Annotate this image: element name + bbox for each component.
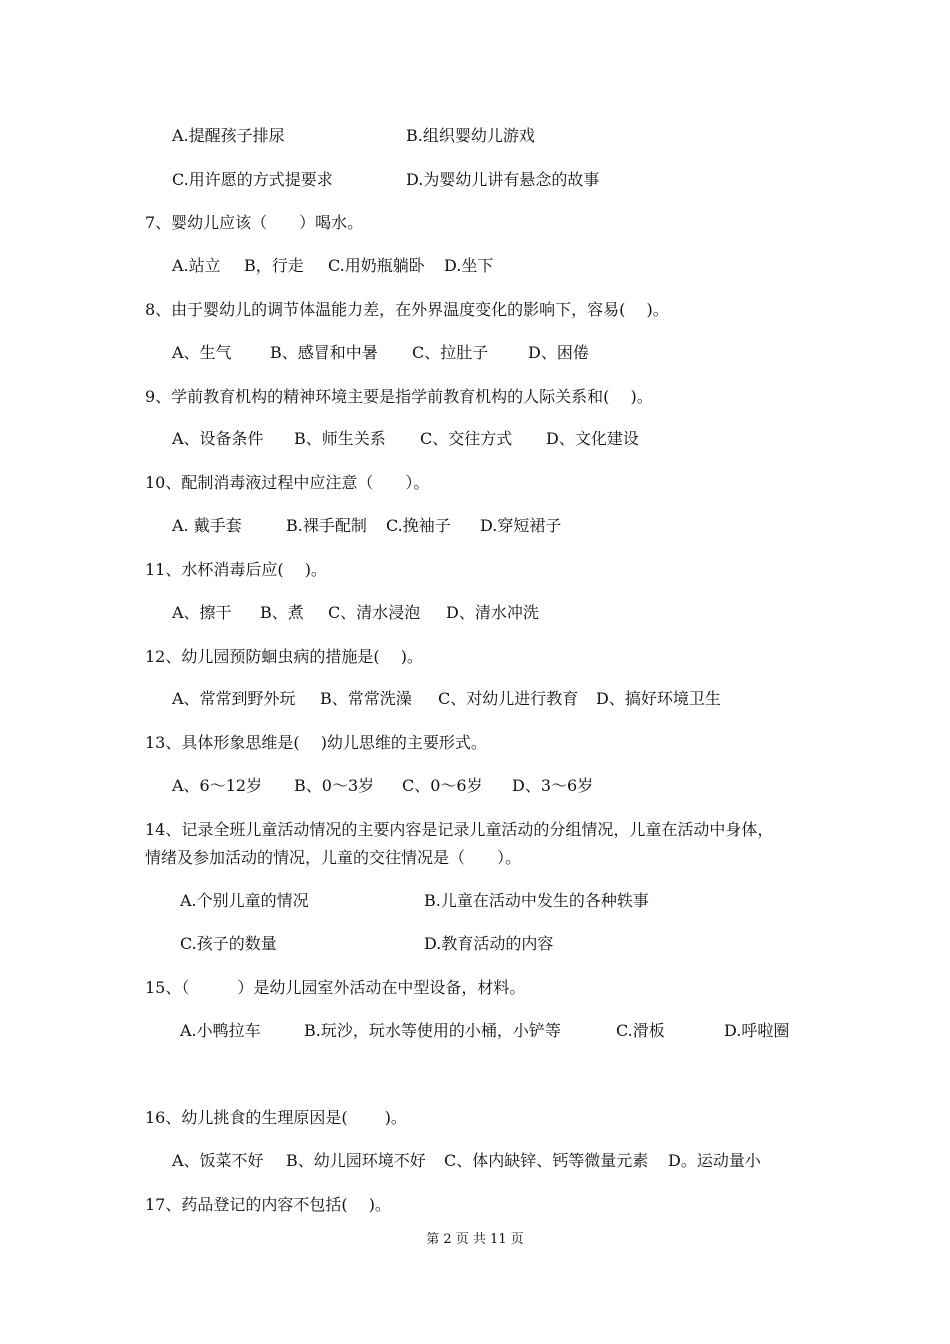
question-text: 8、由于婴幼儿的调节体温能力差，在外界温度变化的影响下，容易( )。 [145, 300, 669, 319]
question-text: 15、（ ）是幼儿园室外活动在中型设备，材料。 [145, 978, 526, 997]
answer-option: C、拉肚子 [412, 343, 489, 362]
answer-option: A、6～12岁 [172, 776, 263, 795]
answer-option: B、幼儿园环境不好 [286, 1151, 426, 1170]
question-text: 13、具体形象思维是( )幼儿思维的主要形式。 [145, 733, 487, 752]
answer-option: D.为婴幼儿讲有悬念的故事 [406, 170, 600, 189]
answer-option: C、对幼儿进行教育 [438, 689, 579, 708]
answer-option: D、文化建设 [546, 429, 639, 448]
answer-option: C、交往方式 [420, 429, 513, 448]
question-text: 17、药品登记的内容不包括( )。 [145, 1195, 391, 1214]
answer-option: D、清水冲洗 [446, 603, 539, 622]
answer-option: D.坐下 [444, 256, 494, 275]
answer-option: A、饭菜不好 [172, 1151, 264, 1170]
answer-option: A、常常到野外玩 [172, 689, 296, 708]
answer-option: B.儿童在活动中发生的各种轶事 [424, 891, 649, 910]
answer-option: A.个别儿童的情况 [180, 891, 309, 910]
answer-option: D、困倦 [528, 343, 589, 362]
answer-option: D、搞好环境卫生 [596, 689, 721, 708]
answer-option: B.裸手配制 [286, 516, 367, 535]
answer-option: C.用奶瓶躺卧 [328, 256, 425, 275]
answer-option: B、师生关系 [294, 429, 386, 448]
answer-option: B、0～3岁 [294, 776, 375, 795]
answer-option: A.提醒孩子排尿 [172, 126, 285, 145]
answer-option: D.呼啦圈 [724, 1021, 790, 1040]
answer-option: B、感冒和中暑 [270, 343, 378, 362]
answer-option: A.站立 [172, 256, 221, 275]
answer-option: B，行走 [244, 256, 304, 275]
question-text: 11、水杯消毒后应( )。 [145, 560, 327, 579]
answer-option: A、设备条件 [172, 429, 264, 448]
page-footer: 第 2 页 共 11 页 [426, 1232, 524, 1247]
answer-option: A、擦干 [172, 603, 232, 622]
answer-option: C、0～6岁 [402, 776, 483, 795]
answer-option: A、生气 [172, 343, 232, 362]
answer-option: B.玩沙，玩水等使用的小桶，小铲等 [304, 1021, 561, 1040]
answer-option: B、煮 [260, 603, 304, 622]
answer-option: C.滑板 [616, 1021, 665, 1040]
answer-option: A. 戴手套 [172, 516, 242, 535]
answer-option: D。运动量小 [668, 1151, 761, 1170]
question-text: 情绪及参加活动的情况，儿童的交往情况是（ ）。 [145, 848, 522, 867]
answer-option: B、常常洗澡 [320, 689, 412, 708]
answer-option: C、清水浸泡 [328, 603, 421, 622]
answer-option: D、3～6岁 [512, 776, 594, 795]
question-text: 7、婴幼儿应该（ ）喝水。 [145, 213, 364, 232]
question-text: 16、幼儿挑食的生理原因是( )。 [145, 1108, 407, 1127]
answer-option: A.小鸭拉车 [180, 1021, 261, 1040]
answer-option: C.用许愿的方式提要求 [172, 170, 333, 189]
answer-option: C.挽袖子 [386, 516, 451, 535]
question-text: 12、幼儿园预防蛔虫病的措施是( )。 [145, 647, 423, 666]
answer-option: C、体内缺锌、钙等微量元素 [444, 1151, 649, 1170]
answer-option: D.穿短裙子 [480, 516, 562, 535]
question-text: 10、配制消毒液过程中应注意（ ）。 [145, 473, 430, 492]
answer-option: B.组织婴幼儿游戏 [406, 126, 535, 145]
answer-option: C.孩子的数量 [180, 934, 277, 953]
question-text: 9、学前教育机构的精神环境主要是指学前教育机构的人际关系和( )。 [145, 387, 653, 406]
question-text: 14、记录全班儿童活动情况的主要内容是记录儿童活动的分组情况，儿童在活动中身体， [145, 820, 774, 839]
answer-option: D.教育活动的内容 [424, 934, 554, 953]
